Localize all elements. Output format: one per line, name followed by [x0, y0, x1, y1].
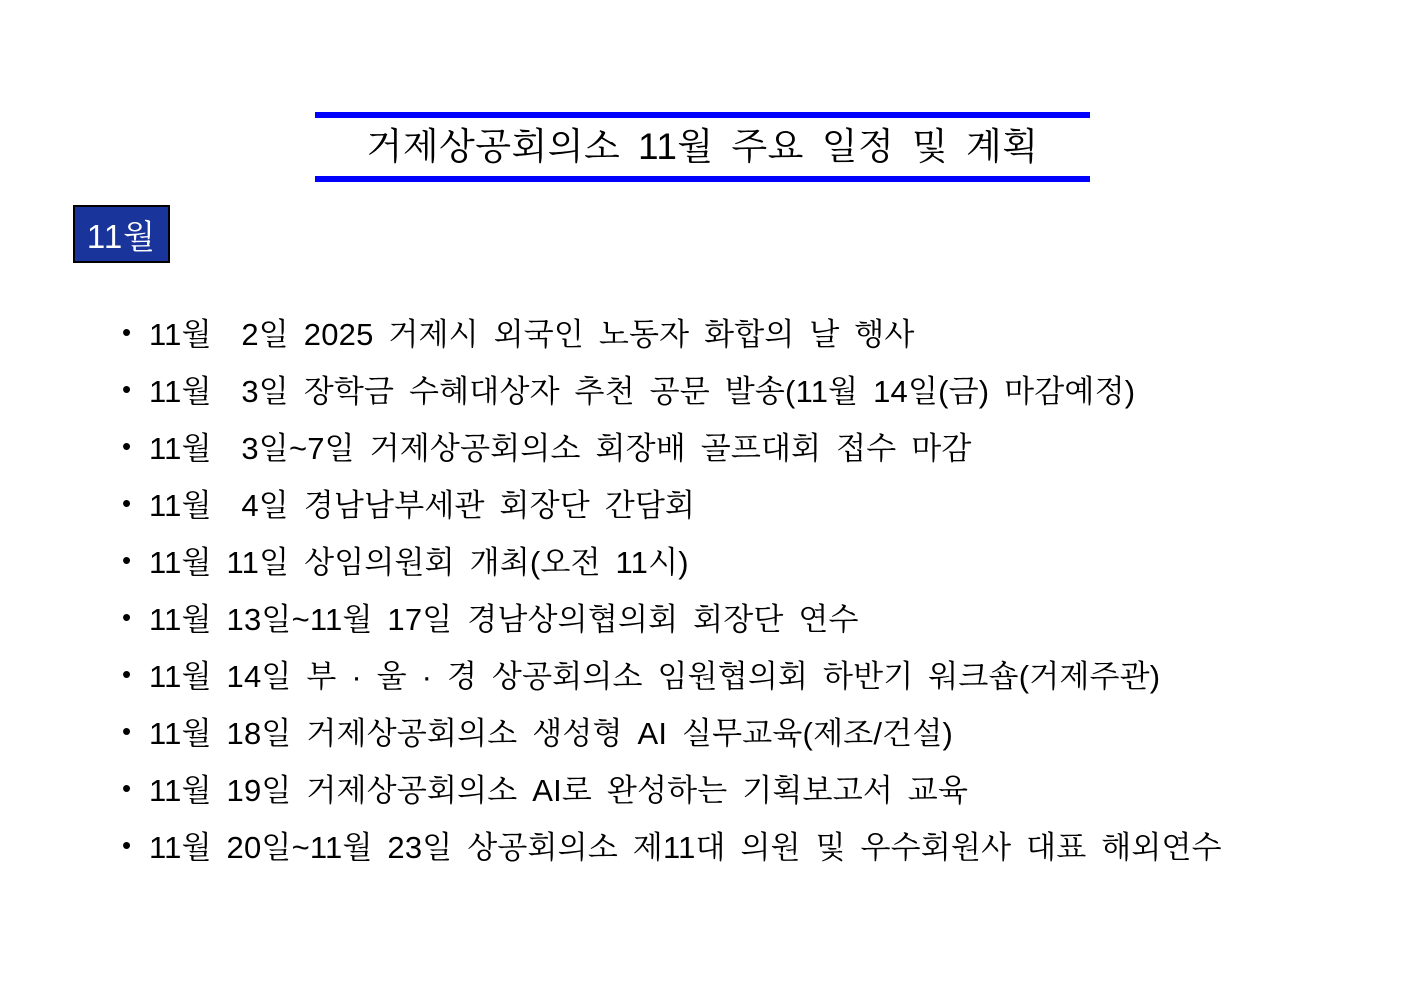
title-block [315, 112, 1090, 182]
list-item [122, 474, 1222, 531]
bullet-icon: • [122, 316, 132, 347]
event-text: 11월 3일 장학금 수혜대상자 추천 공문 발송(11월 14일(금) 마감예정) [149, 374, 1136, 409]
event-text: 11월 14일 부 · 울 · 경 상공회의소 임원협의회 하반기 워크숍(거제주관) [149, 659, 1161, 694]
event-text: 11월 13일~11월 17일 경남상의협의회 회장단 연수 [149, 602, 859, 637]
event-text: 11월 18일 거제상공회의소 생성형 AI 실무교육(제조/건설) [149, 716, 953, 751]
list-item [122, 303, 1222, 360]
event-text: 11월 3일~7일 거제상공회의소 회장배 골프대회 접수 마감 [149, 431, 972, 466]
bullet-icon: • [122, 601, 132, 632]
event-text: 11월 2일 2025 거제시 외국인 노동자 화합의 날 행사 [149, 317, 915, 352]
month-badge [73, 205, 170, 263]
bullet-icon: • [122, 829, 132, 860]
event-text: 11월 4일 경남남부세관 회장단 간담회 [149, 488, 696, 523]
event-text: 11월 19일 거제상공회의소 AI로 완성하는 기획보고서 교육 [149, 773, 969, 808]
list-item [122, 645, 1222, 702]
bullet-icon: • [122, 544, 132, 575]
bullet-icon: • [122, 373, 132, 404]
list-item [122, 759, 1222, 816]
bullet-icon: • [122, 715, 132, 746]
event-list [122, 303, 1222, 873]
list-item [122, 816, 1222, 873]
list-item [122, 531, 1222, 588]
list-item [122, 702, 1222, 759]
bullet-icon: • [122, 430, 132, 461]
month-badge-label: 11월 [86, 217, 157, 255]
list-item [122, 588, 1222, 645]
bullet-icon: • [122, 772, 132, 803]
list-item [122, 417, 1222, 474]
bullet-icon: • [122, 658, 132, 689]
event-text: 11월 11일 상임의원회 개최(오전 11시) [149, 545, 689, 580]
page-title: 거제상공회의소 11월 주요 일정 및 계획 [366, 126, 1039, 167]
list-item [122, 360, 1222, 417]
bullet-icon: • [122, 487, 132, 518]
event-text: 11월 20일~11월 23일 상공회의소 제11대 의원 및 우수회원사 대표 해외연수 [149, 830, 1222, 865]
